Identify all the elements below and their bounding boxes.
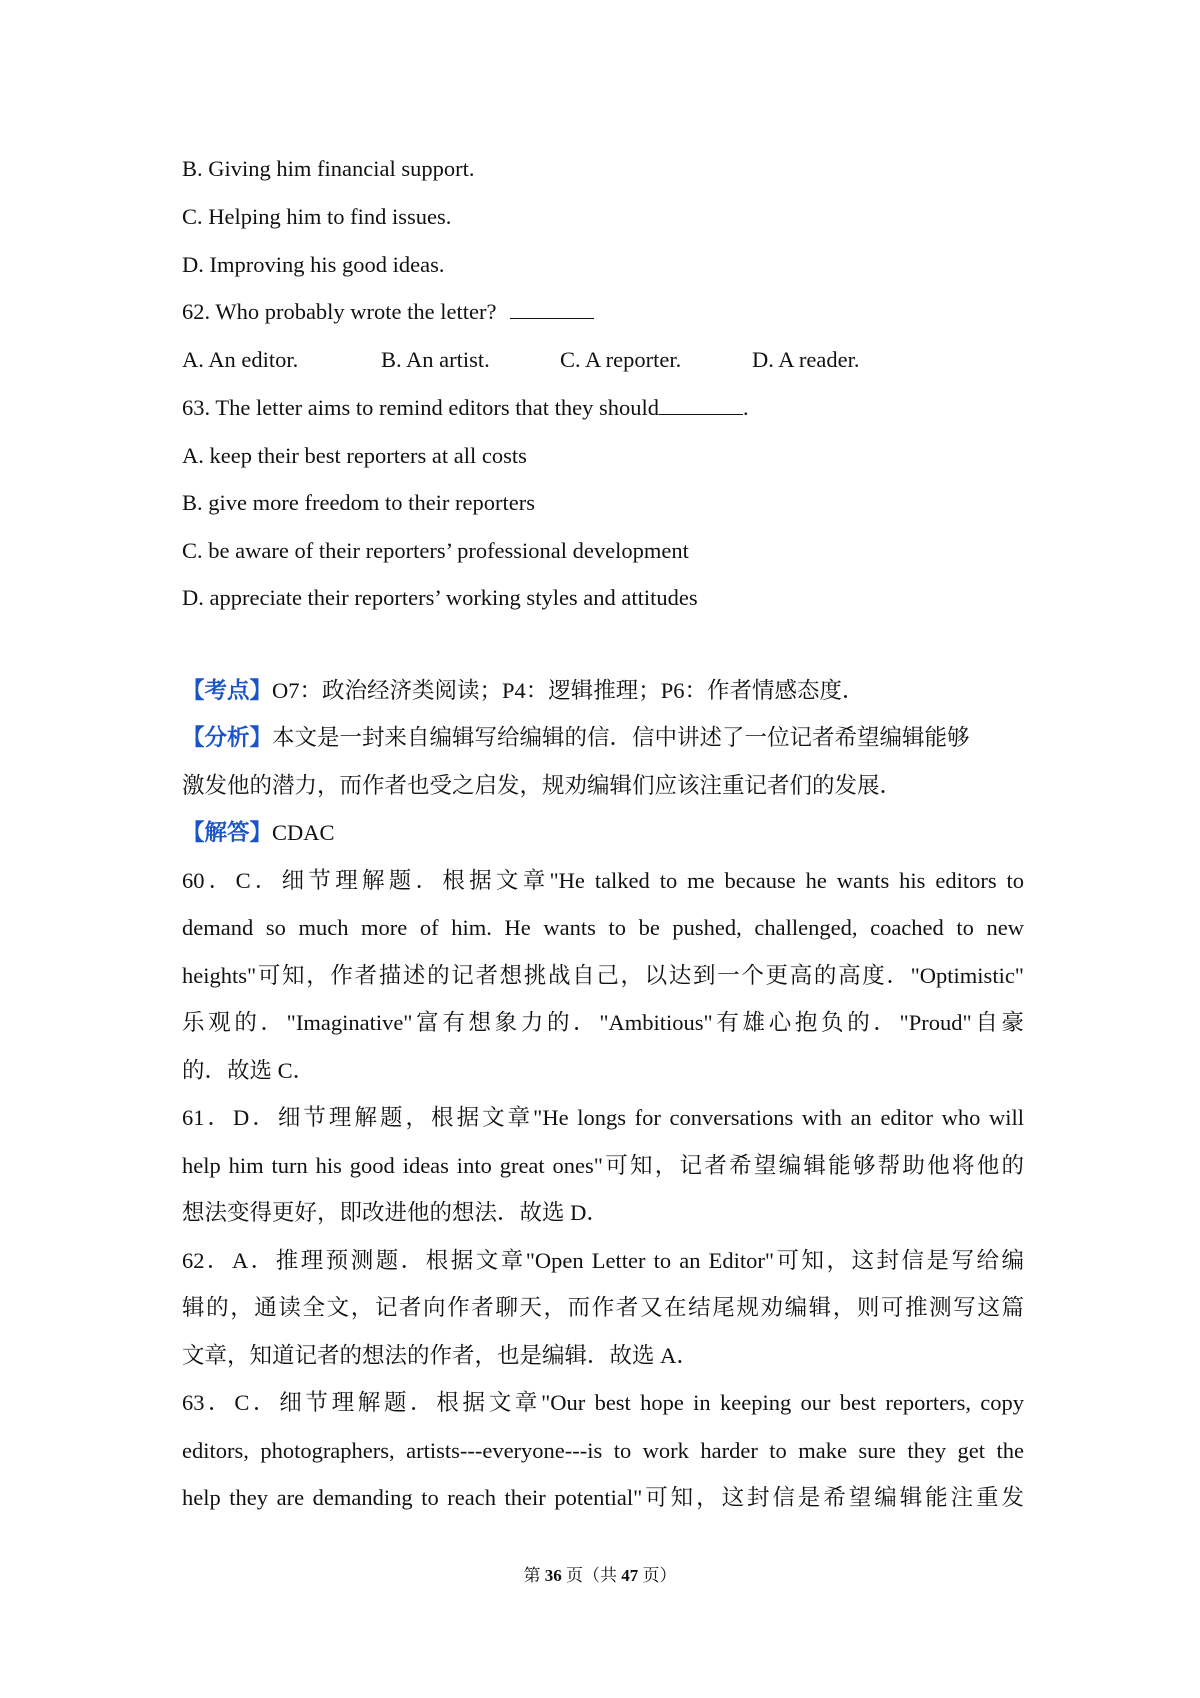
footer-prefix: 第 [523,1566,545,1585]
q61-option-d: D. Improving his good ideas. [182,252,445,277]
answer-blank [659,413,743,415]
explanation-60-line-2: demand so much more of him. He wants to be pushed, challenged, coached to new [182,915,1024,940]
footer-suffix: 页） [638,1566,677,1585]
jieda-line [182,822,335,845]
explanation-60-line-3: heights"可知，作者描述的记者想挑战自己，以达到一个更高的高度．"Optimistic" [182,963,1024,988]
q62-option-c: C. A reporter. [560,347,682,372]
explanation-61-line-3: 想法变得更好，即改进他的想法．故选 D． [182,1200,609,1225]
q61-option-b: B. Giving him financial support. [182,156,475,181]
page-number-footer [0,1561,1200,1586]
explanation-63-line-2: editors, photographers, artists---everyone---is to work harder to make sure they get the [182,1438,1024,1463]
q62-stem: 62. Who probably wrote the letter? [182,299,497,324]
jieda-text: CDAC [272,820,335,845]
jieda-tag: 【解答】 [182,820,273,845]
q63-stem-line [182,397,749,420]
fenxi-text-1: 本文是一封来自编辑写给编辑的信．信中讲述了一位记者希望编辑能够 [272,725,970,750]
explanation-61-line-1: 61．D．细节理解题，根据文章"He longs for conversations with an editor who will [182,1105,1024,1130]
q62-stem-line [182,301,594,324]
kaodian-line [182,680,865,703]
explanation-61-line-2: help him turn his good ideas into great ones"可知，记者希望编辑能够帮助他将他的 [182,1153,1024,1178]
q63-option-b: B. give more freedom to their reporters [182,490,536,515]
explanation-60-line-4: 乐观的．"Imaginative"富有想象力的．"Ambitious"有雄心抱负的．"Proud"自豪 [182,1010,1024,1035]
explanation-63-line-3: help they are demanding to reach their potential"可知，这封信是希望编辑能注重发 [182,1485,1024,1510]
q62-option-a: A. An editor. [182,347,299,372]
explanation-60-line-1: 60．C．细节理解题．根据文章"He talked to me because he wants his editors to [182,868,1024,893]
q62-option-b: B. An artist. [381,347,490,372]
fenxi-tag: 【分析】 [182,725,273,750]
explanation-62-line-3: 文章，知道记者的想法的作者，也是编辑．故选 A． [182,1343,699,1368]
explanation-62-line-1: 62．A．推理预测题．根据文章"Open Letter to an Editor"可知，这封信是写给编 [182,1248,1024,1273]
q62-option-d: D. A reader. [752,347,860,372]
kaodian-tag: 【考点】 [182,678,273,703]
footer-middle: 页（共 [561,1566,622,1585]
kaodian-text: O7：政治经济类阅读；P4：逻辑推理；P6：作者情感态度． [272,678,865,703]
fenxi-line-1 [182,727,970,750]
q63-option-c: C. be aware of their reporters’ professional development [182,538,689,563]
q63-stem: 63. The letter aims to remind editors that they should [182,395,659,420]
q63-option-d: D. appreciate their reporters’ working styles and attitudes [182,585,698,610]
explanation-62-line-2: 辑的，通读全文，记者向作者聊天，而作者又在结尾规劝编辑，则可推测写这篇 [182,1295,1024,1320]
fenxi-line-2: 激发他的潜力，而作者也受之启发，规劝编辑们应该注重记者们的发展． [182,773,903,798]
q61-option-c: C. Helping him to find issues. [182,204,452,229]
explanation-63-line-1: 63．C．细节理解题．根据文章"Our best hope in keeping our best reporters, copy [182,1390,1024,1415]
current-page-number: 36 [544,1566,562,1585]
q63-stem-end: . [743,395,749,420]
explanation-60-line-5: 的．故选 C． [182,1058,316,1083]
total-page-number: 47 [621,1566,639,1585]
q62-options-row [182,349,1002,375]
q63-option-a: A. keep their best reporters at all costs [182,443,527,468]
answer-blank [510,317,594,319]
